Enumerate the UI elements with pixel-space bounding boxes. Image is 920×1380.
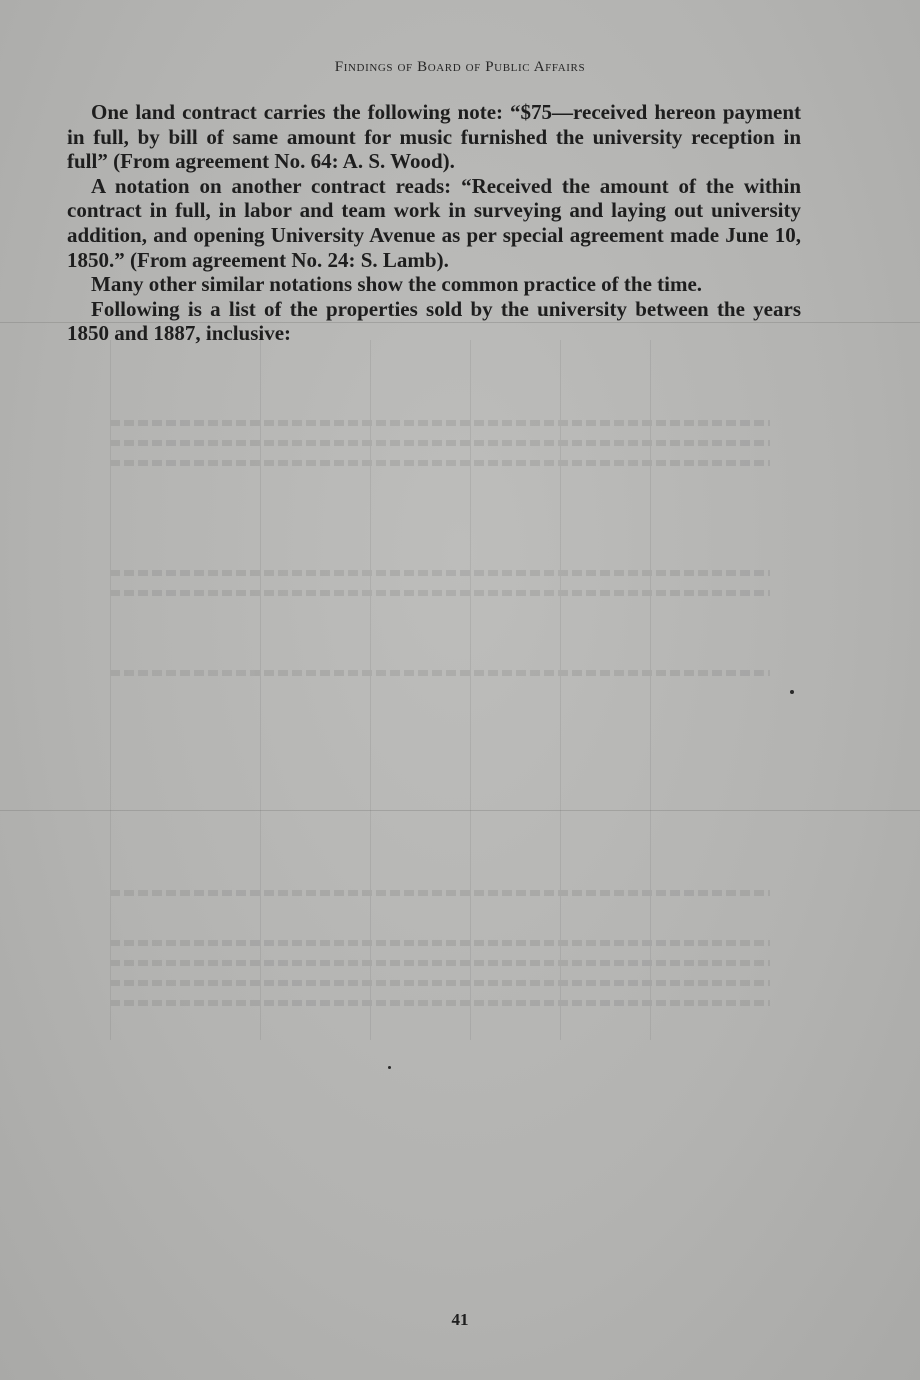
paragraph: Many other similar notations show the common practice of the time.: [91, 272, 703, 297]
bleed-through-table: [110, 340, 770, 1060]
paragraph: A notation on another contract reads: “Received the amount of the within contract in full, in labor and team work in surveying and laying out university addition, and opening University Avenue as per special agreement made June 10, 1850.” (From agreement No. 24: S. Lamb).: [67, 173, 801, 272]
print-speck: [388, 1066, 391, 1069]
page-number: 41: [451, 1310, 469, 1329]
paragraph: Following is a list of the properties sold by the university between the years 1850 and 1887, inclusive:: [67, 296, 801, 346]
running-head: Findings of Board of Public Affairs: [334, 59, 586, 75]
body-text: [67, 100, 801, 346]
paragraph: One land contract carries the following note: “$75—received hereon payment in full, by bill of same amount for music furnished the university reception in full” (From agreement No. 64: A. S. Wood).: [67, 100, 801, 174]
print-speck: [790, 690, 794, 694]
